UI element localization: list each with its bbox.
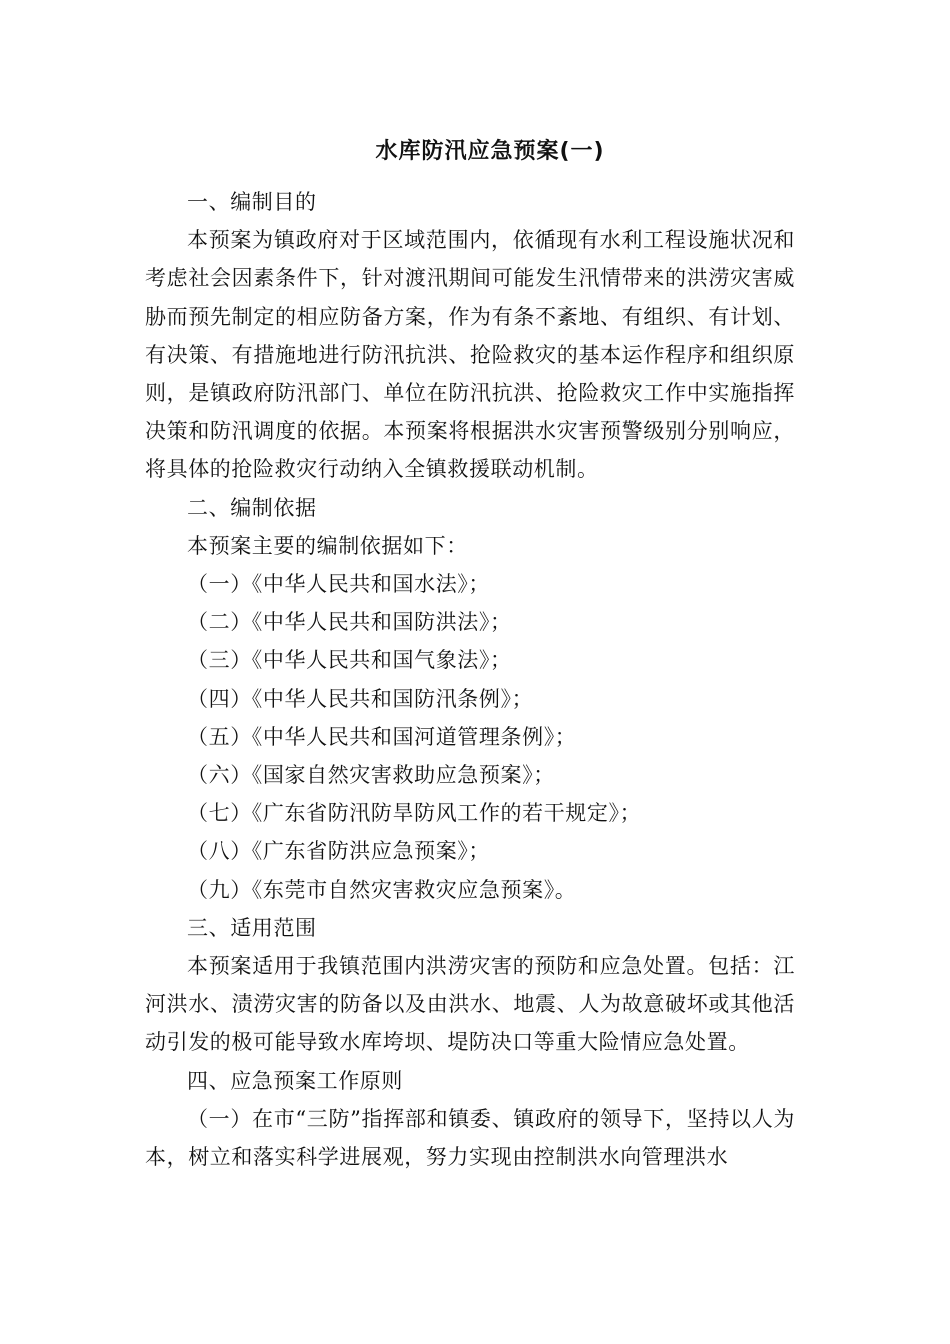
document-title: 水库防汛应急预案(一) bbox=[375, 139, 605, 164]
list-item: （九）《东莞市自然灾害救灾应急预案》。 bbox=[187, 877, 577, 902]
list-item: （四）《中华人民共和国防汛条例》； bbox=[187, 686, 534, 711]
paragraph: 本预案主要的编制依据如下： bbox=[187, 533, 468, 558]
list-item: （八）《广东省防洪应急预案》； bbox=[187, 839, 490, 864]
list-item: （三）《中华人民共和国气象法》； bbox=[187, 648, 512, 673]
list-item: （五）《中华人民共和国河道管理条例》； bbox=[187, 724, 577, 749]
section-heading: 三、适用范围 bbox=[187, 915, 317, 940]
section-heading: 二、编制依据 bbox=[187, 495, 317, 520]
paragraph: 本预案为镇政府对于区域范围内，依循现有水利工程设施状况和考虑社会因素条件下，针对渡汛期间可能发生汛情带来的洪涝灾害威胁而预先制定的相应防备方案，作为有条不紊地、有组织、有计划、有决策、有措施地进行防汛抗洪、抢险救灾的基本运作程序和组织原则，是镇政府防汛部门、单位在防汛抗洪、抢险救灾工作中实施指挥决策和防汛调度的依据。本预案将根据洪水灾害预警级别分别响应，将具体的抢险救灾行动纳入全镇救援联动机制。 bbox=[145, 228, 795, 482]
paragraph: （一）在市“三防”指挥部和镇委、镇政府的领导下，坚持以人为本，树立和落实科学进展观，努力实现由控制洪水向管理洪水 bbox=[145, 1106, 795, 1170]
document-body bbox=[145, 183, 795, 1176]
section-heading: 四、应急预案工作原则 bbox=[187, 1068, 403, 1093]
paragraph: 本预案适用于我镇范围内洪涝灾害的预防和应急处置。包括：江河洪水、渍涝灾害的防备以及由洪水、地震、人为故意破坏或其他活动引发的极可能导致水库垮坝、堤防决口等重大险情应急处置。 bbox=[145, 954, 795, 1055]
list-item: （二）《中华人民共和国防洪法》； bbox=[187, 610, 512, 635]
list-item: （七）《广东省防汛防旱防风工作的若干规定》； bbox=[187, 801, 642, 826]
list-item: （六）《国家自然灾害救助应急预案》； bbox=[187, 763, 555, 788]
list-item: （一）《中华人民共和国水法》； bbox=[187, 572, 490, 597]
section-heading: 一、编制目的 bbox=[187, 190, 317, 214]
